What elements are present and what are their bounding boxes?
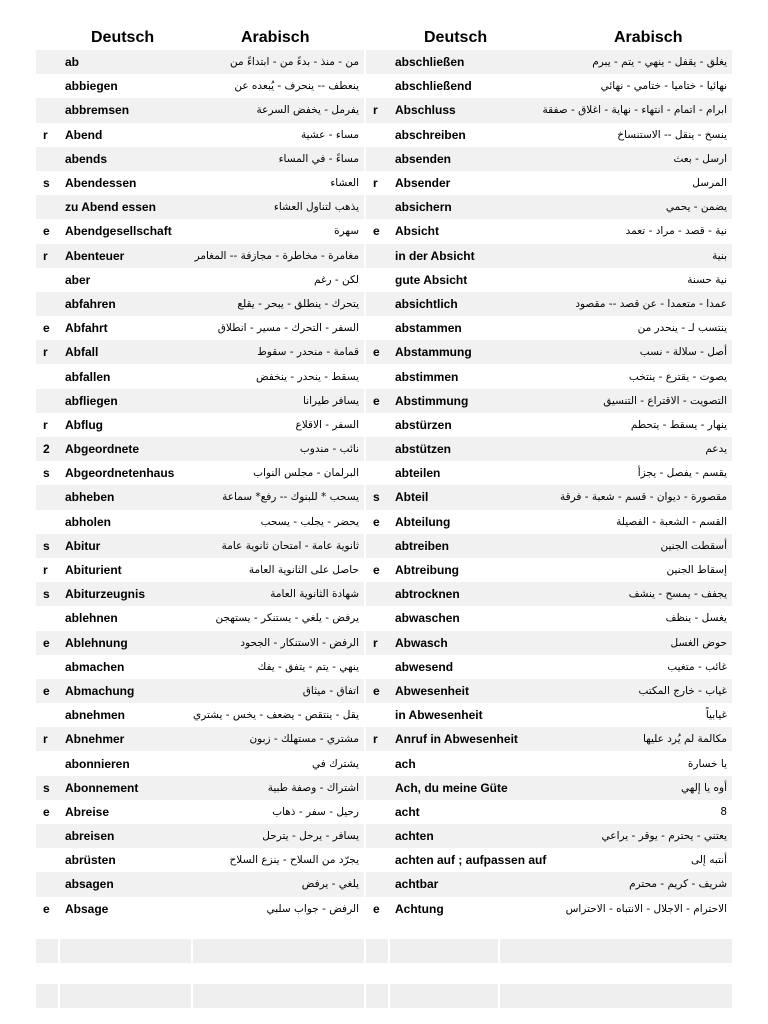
article-left: r <box>43 417 48 432</box>
arabic-translation-right: نية حسنة <box>687 273 727 286</box>
table-row <box>36 703 732 727</box>
article-left <box>36 98 60 122</box>
arabic-translation-right: ينهار - يسقط - يتحطم <box>630 418 727 431</box>
german-word-right: abstürzen <box>395 417 452 432</box>
german-word-left: Abitur <box>65 538 101 553</box>
article-left: e <box>43 683 50 698</box>
arabic-translation-left: الرفض - جواب سلبي <box>266 902 359 915</box>
german-word-left: Abendessen <box>65 176 137 191</box>
arabic-translation-right: القسم - الشعبة - الفصيلة <box>616 515 727 528</box>
arabic-translation-left: ثانوية عامة - امتحان ثانوية عامة <box>221 539 359 552</box>
arabic-translation-left: يجرّد من السلاح - ينزع السلاح <box>229 854 359 867</box>
german-word-left: Ablehnung <box>65 635 128 650</box>
article-left: 2 <box>43 442 50 457</box>
table-row <box>36 389 732 413</box>
article-right: s <box>373 490 380 505</box>
article-left <box>36 872 60 896</box>
german-word-right: abwesend <box>395 659 454 674</box>
german-word-right: absichern <box>395 200 452 215</box>
german-word-right: Anruf in Abwesenheit <box>395 732 518 747</box>
arabic-translation-left: اشتراك - وصفة طبية <box>267 781 359 794</box>
arabic-translation-right: غائب - متغيب <box>667 660 727 673</box>
table-row <box>36 98 732 122</box>
table-row <box>36 751 732 775</box>
table-row <box>36 244 732 268</box>
arabic-translation-right: أصل - سلالة - نسب <box>639 346 727 359</box>
article-right <box>366 824 390 848</box>
arabic-translation-left: لكن - رغم <box>313 273 359 286</box>
table-row <box>36 413 732 437</box>
article-right <box>366 74 390 98</box>
article-left <box>36 364 60 388</box>
article-right <box>366 413 390 437</box>
arabic-translation-right: نية - قصد - مراد - تعمد <box>625 225 727 238</box>
german-word-left: Absage <box>65 901 109 916</box>
article-right: r <box>373 635 378 650</box>
arabic-translation-left: نائب - مندوب <box>299 443 359 456</box>
table-row <box>36 510 732 534</box>
arabic-translation-left: يسحب * للبنوك -- رفع* سماعة <box>222 491 359 504</box>
german-word-left: Abenteuer <box>65 248 125 263</box>
table-row <box>36 123 732 147</box>
table-row <box>36 582 732 606</box>
article-right <box>366 800 390 824</box>
german-word-left: Abmachung <box>65 683 135 698</box>
article-left <box>36 848 60 872</box>
article-right <box>366 123 390 147</box>
german-word-left: Abnehmer <box>65 732 125 747</box>
german-word-left: zu Abend essen <box>65 200 156 215</box>
arabic-translation-left: قمامة - منحدر - سقوط <box>257 346 359 359</box>
table-row <box>36 872 732 896</box>
article-right <box>366 437 390 461</box>
german-word-right: Abtreibung <box>395 563 459 578</box>
arabic-translation-left: السفر - الاقلاع <box>295 418 359 431</box>
arabic-translation-right: إسقاط الجنين <box>666 564 727 577</box>
arabic-translation-left: مساءً - في المساء <box>278 152 359 165</box>
table-row <box>36 776 732 800</box>
arabic-translation-right: غياب - خارج المكتب <box>638 684 727 697</box>
table-row <box>36 195 732 219</box>
article-left <box>36 485 60 509</box>
article-right: e <box>373 345 380 360</box>
article-left: r <box>43 563 48 578</box>
article-left: s <box>43 466 50 481</box>
german-word-right: abstützen <box>395 442 452 457</box>
article-right <box>366 534 390 558</box>
article-left: e <box>43 224 50 239</box>
article-left <box>36 510 60 534</box>
german-word-right: abschließend <box>395 79 472 94</box>
article-left <box>36 751 60 775</box>
table-row <box>36 171 732 195</box>
german-word-right: acht <box>395 804 420 819</box>
german-word-right: Absender <box>395 176 451 191</box>
article-left <box>36 606 60 630</box>
german-word-right: ach <box>395 756 416 771</box>
article-right <box>366 195 390 219</box>
arabic-translation-right: ينتسب لـ - ينحدر من <box>637 322 727 335</box>
german-word-right: Abwesenheit <box>395 683 470 698</box>
arabic-translation-left: ينعطف -- ينحرف - يُبعده عن <box>234 80 359 93</box>
table-row <box>36 631 732 655</box>
table-row <box>36 558 732 582</box>
german-word-left: aber <box>65 272 91 287</box>
german-word-right: abstimmen <box>395 369 459 384</box>
empty-row <box>36 939 732 963</box>
german-word-left: ablehnen <box>65 611 118 626</box>
article-right <box>366 292 390 316</box>
arabic-translation-left: يشترك في <box>311 757 359 770</box>
dictionary-page <box>36 26 732 1008</box>
header-deutsch-right: Deutsch <box>424 28 488 46</box>
arabic-translation-right: مقصورة - ديوان - قسم - شعبة - فرقة <box>559 491 727 504</box>
article-left <box>36 292 60 316</box>
arabic-translation-left: يحضر - يجلب - يسحب <box>260 515 359 528</box>
table-row <box>36 848 732 872</box>
arabic-translation-left: يلغي - يرفض <box>301 878 359 891</box>
arabic-translation-right: المرسل <box>692 177 727 190</box>
arabic-translation-left: يسافر - يرحل - يترحل <box>262 830 359 843</box>
arabic-translation-right: عمدا - متعمدا - عن قصد -- مقصود <box>575 297 727 310</box>
table-row <box>36 679 732 703</box>
german-word-right: achten <box>395 829 434 844</box>
german-word-right: Abwasch <box>395 635 448 650</box>
article-right: r <box>373 176 378 191</box>
german-word-left: abbiegen <box>65 79 118 94</box>
arabic-translation-right: يا خسارة <box>687 757 727 770</box>
article-right <box>366 316 390 340</box>
article-right <box>366 751 390 775</box>
german-word-right: abtrocknen <box>395 587 460 602</box>
article-right: e <box>373 901 380 916</box>
german-word-right: Abteilung <box>395 514 451 529</box>
article-right <box>366 703 390 727</box>
article-right <box>366 50 390 74</box>
article-right <box>366 147 390 171</box>
german-word-right: Abstimmung <box>395 393 469 408</box>
arabic-translation-left: يرفض - يلغي - يستنكر - يستهجن <box>215 612 359 625</box>
article-left <box>36 655 60 679</box>
article-left <box>36 703 60 727</box>
table-row <box>36 147 732 171</box>
arabic-translation-right: التصويت - الاقتراع - التنسيق <box>603 394 727 407</box>
arabic-translation-right: حوض الغسل <box>670 636 727 649</box>
article-left <box>36 389 60 413</box>
table-row <box>36 219 732 243</box>
article-right <box>366 655 390 679</box>
arabic-translation-left: مشتري - مستهلك - زبون <box>249 733 359 746</box>
article-left: e <box>43 901 50 916</box>
article-right <box>366 872 390 896</box>
arabic-translation-left: يقل - ينتقص - يضعف - يخس - يشتري <box>193 709 359 722</box>
arabic-translation-right: 8 <box>720 805 727 818</box>
arabic-translation-left: حاصل على الثانوية العامة <box>248 564 359 577</box>
table-row <box>36 655 732 679</box>
table-row <box>36 800 732 824</box>
arabic-translation-right: أنتبه إلى <box>690 854 727 867</box>
german-word-left: absagen <box>65 877 114 892</box>
table-row <box>36 897 732 921</box>
german-word-right: Absicht <box>395 224 440 239</box>
table-row <box>36 292 732 316</box>
table-row <box>36 485 732 509</box>
german-word-right: abstammen <box>395 321 462 336</box>
german-word-right: absichtlich <box>395 296 458 311</box>
german-word-right: in Abwesenheit <box>395 708 483 723</box>
article-right <box>366 244 390 268</box>
german-word-left: Abgeordnete <box>65 442 140 457</box>
article-right <box>366 461 390 485</box>
header-arabisch-right: Arabisch <box>614 28 683 46</box>
header-arabisch-left: Arabisch <box>241 28 310 46</box>
arabic-translation-right: شريف - كريم - محترم <box>629 878 727 891</box>
arabic-translation-left: شهادة الثانوية العامة <box>270 588 359 601</box>
arabic-translation-left: رحيل - سفر - ذهاب <box>272 805 359 818</box>
arabic-translation-left: يفرمل - يخفض السرعة <box>256 104 359 117</box>
article-right <box>366 848 390 872</box>
arabic-translation-right: نهائيا - ختاميا - ختامي - نهائي <box>600 80 727 93</box>
article-right: e <box>373 393 380 408</box>
german-word-right: abtreiben <box>395 538 450 553</box>
arabic-translation-right: الاحترام - الاجلال - الانتباه - الاحتراس <box>565 902 727 915</box>
arabic-translation-right: يعتني - يحترم - يوقر - يراعي <box>601 830 727 843</box>
article-left <box>36 195 60 219</box>
arabic-translation-right: ارسل - بعث <box>673 152 727 165</box>
article-left <box>36 147 60 171</box>
arabic-translation-right: يصوت - يقترع - ينتخب <box>628 370 727 383</box>
article-left: s <box>43 587 50 602</box>
german-word-left: Abreise <box>65 804 110 819</box>
german-word-left: abends <box>65 151 108 166</box>
arabic-translation-right: غيابياً <box>705 709 727 722</box>
german-word-right: Achtung <box>395 901 444 916</box>
german-word-left: ab <box>65 55 80 70</box>
article-right: e <box>373 563 380 578</box>
table-row <box>36 340 732 364</box>
article-left <box>36 50 60 74</box>
german-word-right: Ach, du meine Güte <box>395 780 508 795</box>
german-word-right: achten auf ; aufpassen auf <box>395 853 547 868</box>
arabic-translation-right: يجفف - يمسح - ينشف <box>628 588 727 601</box>
german-word-left: Abflug <box>65 417 103 432</box>
article-left: e <box>43 804 50 819</box>
arabic-translation-right: ينسخ - ينقل -- الاستنساخ <box>617 128 727 141</box>
table-row <box>36 364 732 388</box>
article-right <box>366 268 390 292</box>
german-word-left: Abendgesellschaft <box>65 224 172 239</box>
table-row <box>36 437 732 461</box>
arabic-translation-left: يتحرك - ينطلق - يبحر - يقلع <box>237 297 359 310</box>
arabic-translation-left: يذهب لتناول العشاء <box>273 201 359 214</box>
german-word-left: Abend <box>65 127 103 142</box>
arabic-translation-right: يغسل - ينظف <box>665 612 727 625</box>
table-row <box>36 461 732 485</box>
german-word-left: abholen <box>65 514 112 529</box>
arabic-translation-right: يضمن - يحمي <box>665 201 727 214</box>
german-word-right: abschließen <box>395 55 465 70</box>
german-word-left: abnehmen <box>65 708 126 723</box>
german-word-left: abfahren <box>65 296 116 311</box>
article-left: e <box>43 635 50 650</box>
german-word-left: Abfall <box>65 345 99 360</box>
arabic-translation-right: أسقطت الجنين <box>660 539 727 552</box>
article-left: s <box>43 176 50 191</box>
article-left: e <box>43 321 50 336</box>
arabic-translation-left: اتفاق - ميثاق <box>302 684 359 697</box>
arabic-translation-left: من - منذ - بدءً من - ابتداءً من <box>230 56 359 69</box>
arabic-translation-right: يدعم <box>705 443 727 456</box>
article-right: e <box>373 514 380 529</box>
arabic-translation-left: البرلمان - مجلس النواب <box>253 467 359 480</box>
article-right <box>366 582 390 606</box>
german-word-right: abteilen <box>395 466 441 481</box>
article-left <box>36 268 60 292</box>
german-word-left: Abfahrt <box>65 321 108 336</box>
header-deutsch-left: Deutsch <box>91 28 155 46</box>
article-left: r <box>43 248 48 263</box>
arabic-translation-left: الرفض - الاستنكار - الجحود <box>240 636 359 649</box>
arabic-translation-left: مغامرة - مخاطرة - مجازفة -- المغامر <box>194 249 359 262</box>
german-word-right: Abstammung <box>395 345 472 360</box>
german-word-left: Abiturient <box>65 563 122 578</box>
article-left: r <box>43 732 48 747</box>
article-left: r <box>43 345 48 360</box>
article-left: r <box>43 127 48 142</box>
german-word-left: abheben <box>65 490 115 505</box>
german-word-left: abfallen <box>65 369 111 384</box>
arabic-translation-right: يقسم - يفصل - يجزأ <box>637 467 727 480</box>
german-word-left: abbremsen <box>65 103 130 118</box>
arabic-translation-right: مكالمة لم يُرد عليها <box>642 733 727 746</box>
article-right <box>366 364 390 388</box>
article-right: r <box>373 103 378 118</box>
article-left: s <box>43 780 50 795</box>
table-row <box>36 74 732 98</box>
table-header <box>36 26 732 49</box>
arabic-translation-left: يسافر طيرانا <box>303 394 359 407</box>
german-word-left: abmachen <box>65 659 125 674</box>
table-row <box>36 824 732 848</box>
article-right <box>366 606 390 630</box>
article-right <box>366 776 390 800</box>
table-row <box>36 727 732 751</box>
german-word-left: abreisen <box>65 829 115 844</box>
german-word-left: abonnieren <box>65 756 130 771</box>
german-word-right: abschreiben <box>395 127 466 142</box>
article-right: r <box>373 732 378 747</box>
arabic-translation-right: بنية <box>712 249 727 262</box>
table-row <box>36 316 732 340</box>
arabic-translation-left: السفر - التحرك - مسير - انطلاق <box>217 322 359 335</box>
german-word-right: achtbar <box>395 877 439 892</box>
arabic-translation-left: سهرة <box>334 225 359 238</box>
arabic-translation-left: ينهي - يتم - يتفق - يفك <box>257 660 359 673</box>
german-word-left: Abgeordnetenhaus <box>65 466 175 481</box>
arabic-translation-right: أوه يا إلهي <box>681 781 727 794</box>
article-left <box>36 824 60 848</box>
article-left <box>36 74 60 98</box>
german-word-right: in der Absicht <box>395 248 475 263</box>
arabic-translation-left: مساء - عشية <box>300 128 359 141</box>
table-row <box>36 50 732 74</box>
arabic-translation-right: يغلق - يقفل - ينهي - يتم - يبرم <box>592 56 727 69</box>
arabic-translation-right: ابرام - اتمام - انتهاء - نهاية - اغلاق - صفقة <box>542 104 727 117</box>
german-word-right: abwaschen <box>395 611 460 626</box>
german-word-right: Abteil <box>395 490 429 505</box>
article-right: e <box>373 683 380 698</box>
table-row <box>36 606 732 630</box>
german-word-right: absenden <box>395 151 452 166</box>
german-word-left: Abonnement <box>65 780 139 795</box>
german-word-right: Abschluss <box>395 103 456 118</box>
arabic-translation-left: العشاء <box>330 177 359 190</box>
arabic-translation-left: يسقط - ينحدر - ينخفض <box>256 370 359 383</box>
article-right: e <box>373 224 380 239</box>
article-left: s <box>43 538 50 553</box>
german-word-right: gute Absicht <box>395 272 468 287</box>
german-word-left: abrüsten <box>65 853 116 868</box>
table-row <box>36 268 732 292</box>
table-row <box>36 534 732 558</box>
german-word-left: abfliegen <box>65 393 118 408</box>
german-word-left: Abiturzeugnis <box>65 587 145 602</box>
empty-row <box>36 984 732 1008</box>
vocabulary-table <box>36 50 732 921</box>
